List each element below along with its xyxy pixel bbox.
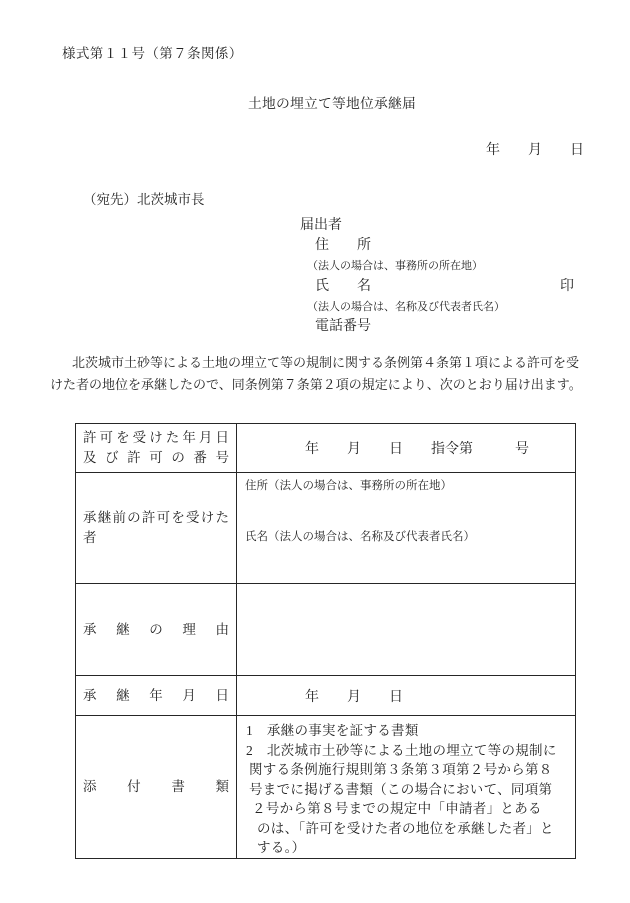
form-title: 土地の埋立て等地位承継届 [248, 96, 416, 111]
reason-label-cell: 承継の理由 [76, 584, 237, 676]
predecessor-label-cell: 承継前の許可を受けた者 [76, 473, 237, 584]
form-notation: 様式第１１号（第７条関係） [62, 46, 243, 61]
permit-label-line-2: 及び許可の番号 [83, 450, 229, 465]
attachment-line: 1 承継の事実を証する書類 [246, 723, 419, 738]
body-paragraph-line-1: 北茨城市土砂等による土地の埋立て等の規制に関する条例第４条第１項による許可を受 [72, 355, 580, 370]
succession-date-row [76, 676, 576, 716]
addressee: （宛先）北茨城市長 [83, 192, 205, 207]
attachment-line: する。） [257, 840, 306, 855]
attachment-line: 2 北茨城市土砂等による土地の埋立て等の規制に [246, 742, 557, 758]
declarant-address-label: 住 所 [315, 238, 371, 253]
attachment-line: のは、「許可を受けた者の地位を承継した者」と [257, 820, 554, 836]
body-paragraph-line-2: けた者の地位を承継したので、同条例第７条第２項の規定により、次のとおり届け出ます。 [50, 377, 582, 392]
declarant-heading: 届出者 [300, 218, 342, 233]
attachment-line: ２号から第８号までの規定中「申請者」とある [252, 801, 542, 816]
permit-label-line-1: 許可を受けた年月日 [83, 430, 229, 445]
declarant-address-note: （法人の場合は、事務所の所在地） [307, 260, 483, 272]
declarant-phone-label: 電話番号 [315, 319, 371, 334]
predecessor-name-note: 氏名（法人の場合は、名称及び代表者氏名） [245, 531, 475, 543]
attachments-label-cell: 添付書類 [76, 716, 237, 859]
permit-row [76, 424, 576, 473]
declarant-name-row [315, 276, 574, 297]
declarant-name-label: 氏 名 [315, 279, 371, 294]
attachments-list-cell [237, 716, 576, 859]
permit-label-cell [76, 424, 237, 473]
succession-table [75, 423, 576, 859]
attachment-line: 関する条例施行規則第３条第３項第２号から第８ [249, 762, 553, 777]
permit-value-cell: 年 月 日 指令第 号 [237, 424, 576, 473]
submission-date-line: 年 月 日 [486, 143, 584, 158]
declarant-block [300, 215, 580, 337]
reason-value-cell [237, 584, 576, 676]
reason-row [76, 584, 576, 676]
predecessor-row [76, 473, 576, 584]
succession-date-label-cell: 承継年月日 [76, 676, 237, 716]
attachments-row [76, 716, 576, 859]
attachment-line: 号までに掲げる書類（この場合において、同項第 [249, 781, 553, 797]
predecessor-address-note: 住所（法人の場合は、事務所の所在地） [245, 480, 452, 492]
predecessor-info-cell [237, 473, 576, 584]
succession-date-value-cell: 年 月 日 [237, 676, 576, 716]
declarant-name-note: （法人の場合は、名称及び代表者氏名） [307, 301, 505, 313]
body-paragraph [50, 352, 582, 396]
seal-label: 印 [560, 279, 574, 294]
